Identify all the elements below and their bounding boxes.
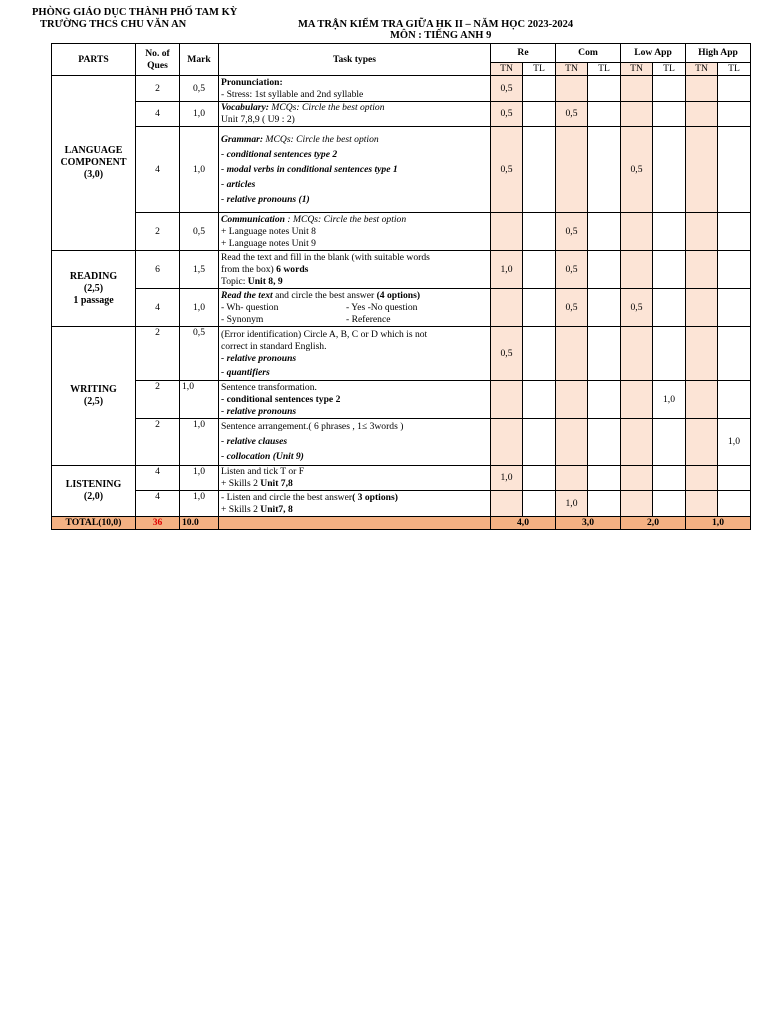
mark-cell: 1,0 <box>180 289 219 327</box>
total-ques: 36 <box>136 517 180 530</box>
task-line <box>221 492 488 504</box>
com-tl-cell <box>588 213 621 251</box>
re-header: Re <box>491 44 556 63</box>
mark-cell: 1,0 <box>180 127 219 213</box>
ques-cell: 2 <box>136 327 180 381</box>
total-high-app: 1,0 <box>686 517 751 530</box>
total-mark: 10.0 <box>180 517 219 530</box>
task-line: + Language notes Unit 8 <box>221 225 316 237</box>
task-heading: Vocabulary: <box>221 102 269 113</box>
high-tl-cell <box>718 213 751 251</box>
table-row <box>52 327 751 381</box>
total-label: TOTAL(10,0) <box>52 517 136 530</box>
com-tl-cell <box>588 419 621 466</box>
task-text: (4 options) <box>376 289 421 301</box>
task-line <box>221 314 488 326</box>
com-tn-cell: 0,5 <box>556 102 588 127</box>
com-tn-cell <box>556 127 588 213</box>
total-task-empty <box>219 517 491 530</box>
section-language <box>52 76 136 251</box>
task-line <box>221 302 488 314</box>
task-text: + Skills 2 <box>221 478 261 489</box>
low-tl-cell <box>653 76 686 102</box>
re-tl-cell <box>523 76 556 102</box>
exam-title: MA TRẬN KIỂM TRA GIỮA HK II – NĂM HỌC 2023-2024 <box>298 19 574 30</box>
task-text: + Skills 2 <box>221 503 261 515</box>
task-line: - relative clauses <box>221 436 288 447</box>
low-tn-cell <box>621 327 653 381</box>
task-line: correct in standard English. <box>221 340 327 352</box>
re-tl-cell <box>523 289 556 327</box>
high-tl-header: TL <box>718 63 751 76</box>
low-tl-cell <box>653 327 686 381</box>
mark-cell: 1,0 <box>180 102 219 127</box>
low-tn-cell <box>621 419 653 466</box>
re-tn-cell: 0,5 <box>491 327 523 381</box>
task-cell <box>219 491 491 517</box>
high-tn-cell <box>686 76 718 102</box>
school-name: TRƯỜNG THCS CHU VĂN AN <box>40 19 187 30</box>
re-tn-header: TN <box>491 63 523 76</box>
high-tl-cell <box>718 289 751 327</box>
low-tl-cell <box>653 491 686 517</box>
re-tl-cell <box>523 102 556 127</box>
low-tn-cell <box>621 381 653 419</box>
task-text: - Yes -No question <box>346 301 418 313</box>
ques-cell: 4 <box>136 102 180 127</box>
task-line: - conditional sentences type 2 <box>221 393 341 405</box>
task-line <box>221 504 488 516</box>
task-text: MCQs: Circle the best option <box>268 102 385 113</box>
section-language-line2: COMPONENT <box>60 157 127 168</box>
re-tn-cell <box>491 289 523 327</box>
com-tn-cell <box>556 327 588 381</box>
mark-cell: 1,0 <box>180 491 219 517</box>
com-tn-cell: 1,0 <box>556 491 588 517</box>
task-cell <box>219 102 491 127</box>
section-language-line1: LANGUAGE <box>64 145 123 156</box>
re-tn-cell <box>491 419 523 466</box>
low-tn-cell <box>621 491 653 517</box>
task-line <box>221 478 488 490</box>
high-tl-cell: 1,0 <box>718 419 751 466</box>
com-tl-header: TL <box>588 63 621 76</box>
section-language-line3: (3,0) <box>83 169 104 180</box>
task-text: Unit7, 8 <box>260 503 293 515</box>
task-heading: Read the text <box>221 289 273 301</box>
task-text: : MCQs: Circle the best option <box>284 213 407 225</box>
task-cell <box>219 381 491 419</box>
mark-cell: 1,0 <box>180 466 219 491</box>
low-tl-cell <box>653 127 686 213</box>
header-row <box>52 44 751 63</box>
table-row <box>52 491 751 517</box>
task-text: MCQs: Circle the best option <box>263 133 379 145</box>
com-tl-cell <box>588 251 621 289</box>
com-tl-cell <box>588 491 621 517</box>
task-line: - Stress: 1st syllable and 2nd syllable <box>221 88 364 100</box>
task-line: - relative pronouns (1) <box>221 193 310 205</box>
re-tn-cell: 0,5 <box>491 102 523 127</box>
section-listening-line2: (2,0) <box>83 491 104 502</box>
high-tn-cell <box>686 213 718 251</box>
com-header: Com <box>556 44 621 63</box>
no-ques-header: No. of Ques <box>136 44 180 76</box>
re-tl-cell <box>523 127 556 213</box>
re-tn-cell: 1,0 <box>491 251 523 289</box>
re-tl-cell <box>523 491 556 517</box>
task-text: - Reference <box>346 313 391 325</box>
task-line: (Error identification) Circle A, B, C or D which is not <box>221 328 428 340</box>
re-tl-cell <box>523 381 556 419</box>
com-tl-cell <box>588 381 621 419</box>
mark-cell: 1,5 <box>180 251 219 289</box>
high-tl-cell <box>718 466 751 491</box>
high-tn-cell <box>686 289 718 327</box>
table-row <box>52 289 751 327</box>
low-tn-cell <box>621 76 653 102</box>
total-row <box>52 517 751 530</box>
high-tn-cell <box>686 102 718 127</box>
task-line: Listen and tick T or F <box>221 466 305 477</box>
low-tn-cell: 0,5 <box>621 289 653 327</box>
com-tl-cell <box>588 102 621 127</box>
table-row <box>52 127 751 213</box>
task-line: - collocation (Unit 9) <box>221 451 304 462</box>
parts-header: PARTS <box>52 44 136 76</box>
re-tl-header: TL <box>523 63 556 76</box>
ques-cell: 2 <box>136 76 180 102</box>
low-tn-cell <box>621 466 653 491</box>
table-row <box>52 213 751 251</box>
task-text: ( 3 options) <box>352 491 398 503</box>
task-cell <box>219 127 491 213</box>
ques-cell: 6 <box>136 251 180 289</box>
com-tl-cell <box>588 327 621 381</box>
low-app-header: Low App <box>621 44 686 63</box>
re-tl-cell <box>523 419 556 466</box>
low-tl-cell <box>653 102 686 127</box>
high-tl-cell <box>718 127 751 213</box>
task-line: Sentence arrangement.( 6 phrases , 1≤ 3words ) <box>221 421 404 432</box>
ques-cell: 4 <box>136 127 180 213</box>
com-tn-cell <box>556 76 588 102</box>
task-line: - relative pronouns <box>221 405 297 417</box>
low-tl-cell <box>653 251 686 289</box>
section-reading-line3: 1 passage <box>73 294 114 306</box>
section-reading <box>52 251 136 327</box>
section-listening <box>52 466 136 517</box>
low-tl-cell: 1,0 <box>653 381 686 419</box>
low-tl-cell <box>653 419 686 466</box>
task-text: - Synonym <box>221 313 264 325</box>
task-text: Topic: <box>221 275 248 287</box>
high-tl-cell <box>718 76 751 102</box>
task-types-header: Task types <box>219 44 491 76</box>
ques-cell: 2 <box>136 381 180 419</box>
com-tn-cell <box>556 466 588 491</box>
com-tl-cell <box>588 76 621 102</box>
low-tn-cell <box>621 213 653 251</box>
task-line: - conditional sentences type 2 <box>221 148 338 160</box>
task-cell <box>219 251 491 289</box>
ques-cell: 4 <box>136 289 180 327</box>
re-tn-cell: 1,0 <box>491 466 523 491</box>
re-tl-cell <box>523 466 556 491</box>
re-tn-cell <box>491 491 523 517</box>
mark-cell: 0,5 <box>180 327 219 381</box>
task-line <box>221 214 488 226</box>
task-line: Pronunciation: <box>221 76 283 88</box>
task-cell <box>219 76 491 102</box>
high-tn-cell <box>686 466 718 491</box>
mark-header: Mark <box>180 44 219 76</box>
subject-title: MÔN : TIẾNG ANH 9 <box>390 30 492 41</box>
low-tn-cell <box>621 102 653 127</box>
section-writing-line2: (2,5) <box>83 396 104 407</box>
com-tn-cell <box>556 419 588 466</box>
section-reading-line1: READING <box>69 270 118 282</box>
com-tl-cell <box>588 466 621 491</box>
com-tn-cell: 0,5 <box>556 251 588 289</box>
table-row <box>52 466 751 491</box>
low-tl-cell <box>653 466 686 491</box>
total-re: 4,0 <box>491 517 556 530</box>
ques-cell: 4 <box>136 466 180 491</box>
low-tl-header: TL <box>653 63 686 76</box>
com-tl-cell <box>588 289 621 327</box>
task-line <box>221 276 488 288</box>
com-tn-cell <box>556 381 588 419</box>
task-line: - relative pronouns <box>221 352 297 364</box>
task-line: Read the text and fill in the blank (with suitable words <box>221 251 430 263</box>
section-listening-line1: LISTENING <box>65 479 122 490</box>
task-cell <box>219 289 491 327</box>
high-tn-cell <box>686 381 718 419</box>
re-tn-cell: 0,5 <box>491 76 523 102</box>
task-line: - articles <box>221 178 256 190</box>
table-row <box>52 102 751 127</box>
task-line: + Language notes Unit 9 <box>221 237 316 249</box>
low-tn-header: TN <box>621 63 653 76</box>
high-tl-cell <box>718 381 751 419</box>
ques-cell: 2 <box>136 419 180 466</box>
high-tn-cell <box>686 491 718 517</box>
task-line <box>221 102 488 114</box>
high-tl-cell <box>718 251 751 289</box>
ques-cell: 4 <box>136 491 180 517</box>
com-tl-cell <box>588 127 621 213</box>
task-text: 6 words <box>273 263 309 275</box>
re-tl-cell <box>523 213 556 251</box>
task-line: - modal verbs in conditional sentences type 1 <box>221 163 398 175</box>
high-tn-header: TN <box>686 63 718 76</box>
high-app-header: High App <box>686 44 751 63</box>
re-tn-cell <box>491 381 523 419</box>
section-writing-line1: WRITING <box>70 384 117 395</box>
task-heading: Grammar: <box>221 133 264 145</box>
mark-cell: 0,5 <box>180 76 219 102</box>
mark-cell: 1,0 <box>180 419 219 466</box>
com-tn-cell: 0,5 <box>556 289 588 327</box>
task-cell <box>219 327 491 381</box>
re-tn-cell: 0,5 <box>491 127 523 213</box>
task-cell <box>219 213 491 251</box>
task-text: and circle the best answer <box>272 289 377 301</box>
ques-cell: 2 <box>136 213 180 251</box>
task-line <box>221 134 488 146</box>
education-office-name: PHÒNG GIÁO DỤC THÀNH PHỐ TAM KỲ <box>32 7 238 18</box>
mark-cell: 0,5 <box>180 213 219 251</box>
table-row <box>52 419 751 466</box>
task-text: from the box) <box>221 263 274 275</box>
task-line: - quantifiers <box>221 366 270 378</box>
re-tn-cell <box>491 213 523 251</box>
exam-matrix-table <box>51 43 751 530</box>
low-tl-cell <box>653 213 686 251</box>
task-line <box>221 264 488 276</box>
high-tn-cell <box>686 251 718 289</box>
task-cell <box>219 466 491 491</box>
high-tl-cell <box>718 102 751 127</box>
re-tl-cell <box>523 251 556 289</box>
high-tl-cell <box>718 491 751 517</box>
section-writing <box>52 327 136 466</box>
high-tn-cell <box>686 327 718 381</box>
low-tn-cell: 0,5 <box>621 127 653 213</box>
task-text: - Wh- question <box>221 301 279 313</box>
high-tn-cell <box>686 127 718 213</box>
high-tl-cell <box>718 327 751 381</box>
re-tl-cell <box>523 327 556 381</box>
section-reading-line2: (2,5) <box>83 282 104 294</box>
task-text: Unit 8, 9 <box>247 275 283 287</box>
high-tn-cell <box>686 419 718 466</box>
task-line <box>221 290 488 302</box>
mark-cell: 1,0 <box>180 381 219 419</box>
low-tl-cell <box>653 289 686 327</box>
task-text: - Listen and circle the best answer <box>221 491 353 503</box>
table-row <box>52 251 751 289</box>
total-com: 3,0 <box>556 517 621 530</box>
task-line: Unit 7,8,9 ( U9 : 2) <box>221 114 295 125</box>
task-line: Sentence transformation. <box>221 381 317 393</box>
table-row <box>52 76 751 102</box>
low-tn-cell <box>621 251 653 289</box>
com-tn-cell: 0,5 <box>556 213 588 251</box>
total-low-app: 2,0 <box>621 517 686 530</box>
table-row <box>52 381 751 419</box>
task-cell <box>219 419 491 466</box>
com-tn-header: TN <box>556 63 588 76</box>
task-text: Unit 7,8 <box>260 478 293 489</box>
task-heading: Communication <box>221 213 285 225</box>
